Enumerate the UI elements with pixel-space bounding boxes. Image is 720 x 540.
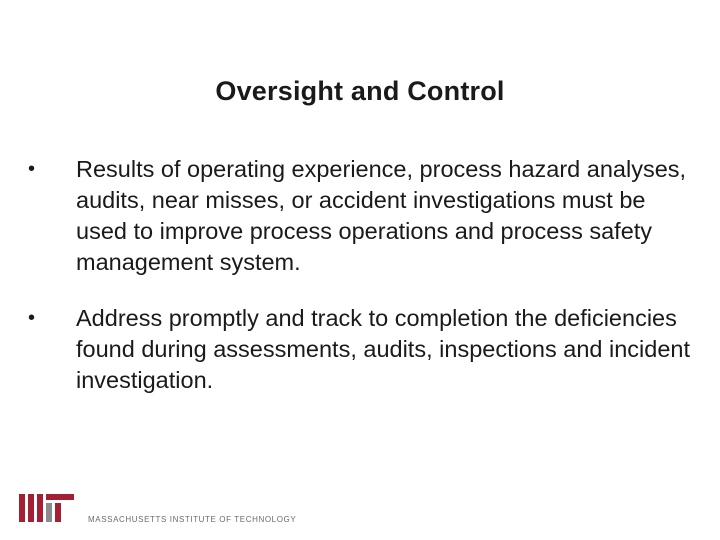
logo-bar — [46, 503, 52, 522]
logo-bar — [37, 494, 43, 522]
bullet-glyph: • — [28, 307, 36, 329]
bullet-list — [28, 154, 698, 421]
logo-bar — [55, 503, 61, 522]
bullet-text: Results of operating experience, process hazard analyses, audits, near misses, or accident investigations must be used to improve process operations and process safety management system. — [76, 156, 687, 275]
logo-bar — [19, 494, 25, 522]
bullet-text: Address promptly and track to completion the deficiencies found during assessments, audits, inspections and incident investigation. — [76, 305, 690, 393]
mit-logo-icon — [19, 494, 81, 524]
logo-bar — [28, 494, 34, 522]
institute-name: MASSACHUSETTS INSTITUTE OF TECHNOLOGY — [88, 515, 297, 524]
bullet-item — [28, 154, 698, 278]
bullet-glyph: • — [28, 158, 36, 180]
logo-bar — [46, 494, 74, 500]
bullet-item — [28, 303, 698, 396]
slide-title: Oversight and Control — [215, 76, 505, 106]
